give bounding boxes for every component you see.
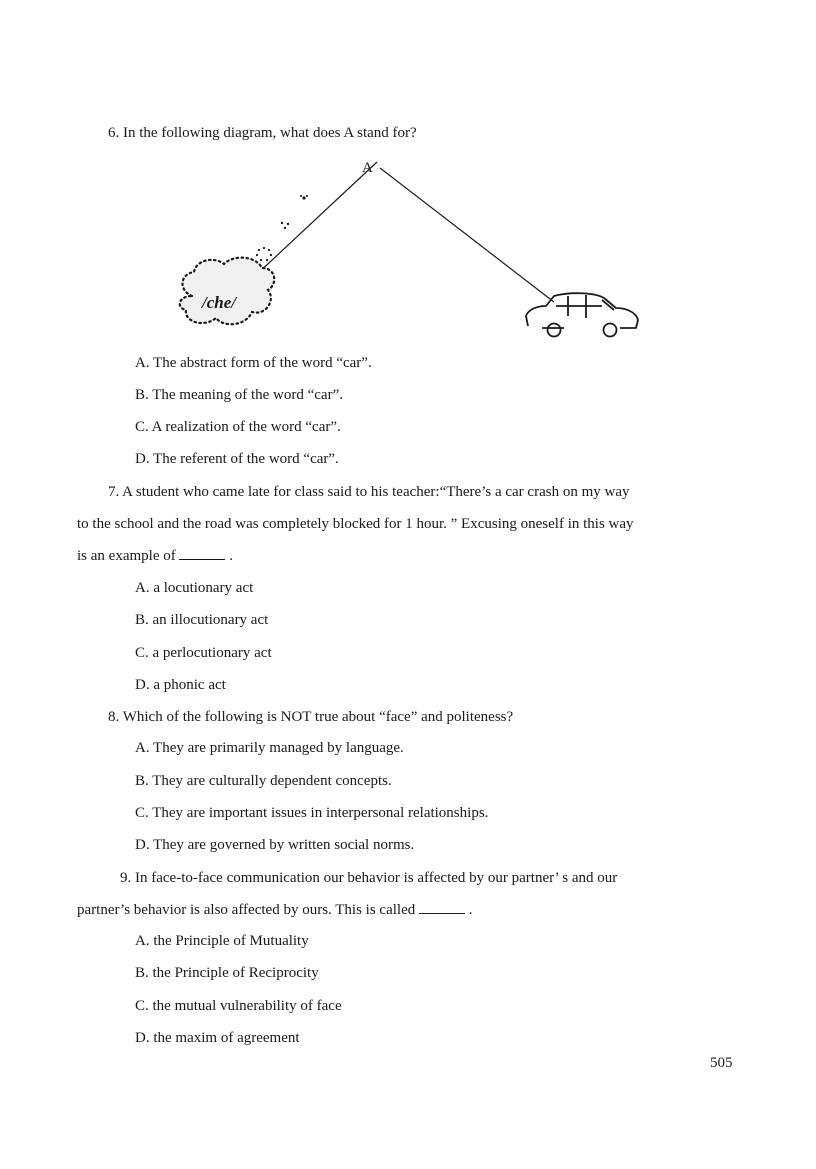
q7-option-a: A. a locutionary act <box>135 580 254 596</box>
q8-option-c: C. They are important issues in interpersonal relationships. <box>135 805 489 821</box>
q9-option-d: D. the maxim of agreement <box>135 1030 300 1046</box>
semiotic-triangle-diagram <box>170 150 650 350</box>
q7-option-d: D. a phonic act <box>135 677 226 693</box>
page-number: 505 <box>710 1055 733 1071</box>
q7-option-b: B. an illocutionary act <box>135 612 269 628</box>
q9-stem-prefix: partner’s behavior is also affected by ours. This is called <box>77 902 416 918</box>
answer-blank <box>419 901 465 914</box>
q9-option-a: A. the Principle of Mutuality <box>135 933 309 949</box>
q6-option-a: A. The abstract form of the word “car”. <box>135 355 372 371</box>
q9-option-b: B. the Principle of Reciprocity <box>135 965 319 981</box>
question-8-stem: 8. Which of the following is NOT true about “face” and politeness? <box>108 709 514 725</box>
question-6-stem: 6. In the following diagram, what does A stand for? <box>108 125 417 141</box>
answer-blank <box>179 547 225 560</box>
q6-option-d: D. The referent of the word “car”. <box>135 451 339 467</box>
q8-option-a: A. They are primarily managed by language. <box>135 740 404 756</box>
q6-option-c: C. A realization of the word “car”. <box>135 419 341 435</box>
bubble-phonetic-text: /che/ <box>202 293 236 312</box>
q8-option-d: D. They are governed by written social norms. <box>135 837 415 853</box>
car-icon <box>526 293 638 336</box>
q7-stem-suffix: . <box>229 548 233 564</box>
q7-stem-prefix: is an example of <box>77 548 176 564</box>
q8-option-b: B. They are culturally dependent concepts. <box>135 773 392 789</box>
question-7-line-3 <box>77 546 233 566</box>
q7-option-c: C. a perlocutionary act <box>135 645 272 661</box>
q6-option-b: B. The meaning of the word “car”. <box>135 387 343 403</box>
q9-stem-suffix: . <box>468 902 473 918</box>
question-9-line-2 <box>77 900 473 920</box>
question-7-line-2: to the school and the road was completely blocked for 1 hour. ” Excusing oneself in this way <box>77 516 634 532</box>
apex-label: A <box>362 160 373 176</box>
thought-bubble <box>180 258 275 325</box>
q9-option-c: C. the mutual vulnerability of face <box>135 998 342 1014</box>
apex-to-car-line <box>380 168 554 302</box>
question-9-line-1: 9. In face-to-face communication our behavior is affected by our partner’ s and our <box>120 870 618 886</box>
question-7-line-1: 7. A student who came late for class said to his teacher:“There’s a car crash on my way <box>108 484 630 500</box>
